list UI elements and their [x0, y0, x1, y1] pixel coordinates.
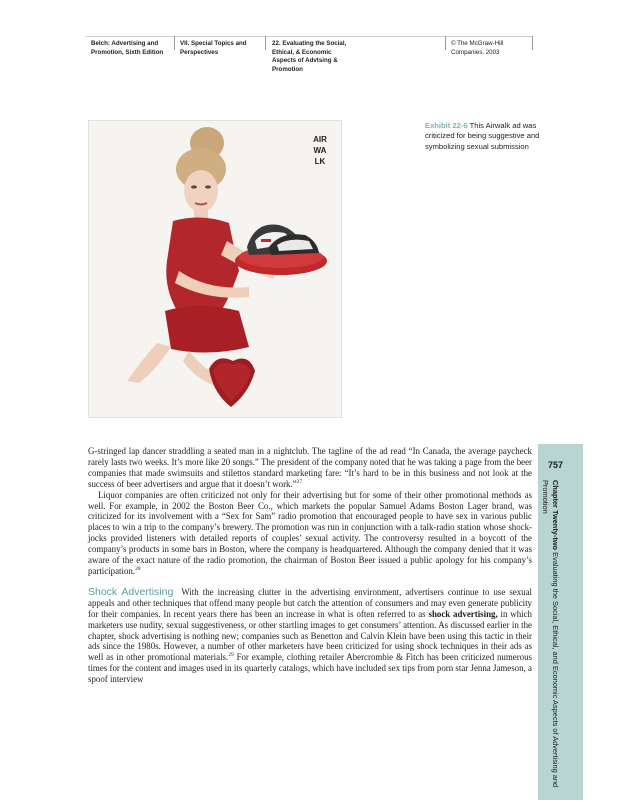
header-divider — [265, 36, 266, 50]
caption-text: This Airwalk ad was criticized for being suggestive and symbolizing sexual submission — [425, 121, 540, 151]
ad-illustration — [89, 121, 341, 417]
figure-caption — [425, 121, 545, 152]
header-line: Perspectives — [180, 48, 219, 56]
section-heading: Shock Advertising — [88, 585, 174, 598]
header-line: © The McGraw-Hill — [451, 40, 504, 47]
header-rule — [86, 36, 532, 37]
header-chapter — [272, 40, 368, 74]
header-part — [180, 40, 262, 57]
airwalk-logo: AIRWALK — [313, 135, 327, 166]
paragraph-text: G-stringed lap dancer straddling a seated man in a nightclub. The tagline of the ad read “In Canada, the average paycheck rarely lasts two weeks. It’s more like 20 songs.” The president of the company noted that he was taking a page from the beer companies that made swimsuits and stilettos standard marketing fare: “It’s hard to be in this business and not look at the success of beer advertisers and argue that it doesn’t work.” — [88, 446, 532, 489]
running-chapter-title — [541, 480, 560, 810]
header-divider — [445, 36, 446, 50]
page-number: 757 — [548, 460, 564, 470]
header-line: Belch: Advertising and — [91, 40, 159, 47]
header-divider — [532, 36, 533, 50]
footnote-ref: 27 — [296, 478, 303, 485]
paragraph — [88, 446, 532, 490]
key-term: shock advertising, — [428, 608, 498, 619]
chapter-title: Evaluating the Social, Ethical, and Economic Aspects of Advertising and Promotion — [541, 480, 560, 788]
header-line: Aspects of Advtsing & — [272, 57, 338, 65]
exhibit-label: Exhibit 22-6 — [425, 121, 468, 130]
footnote-ref: 28 — [135, 566, 141, 572]
header-line: Promotion, Sixth Edition — [91, 48, 164, 56]
header-copyright — [451, 40, 531, 57]
header-line: Companies, 2003 — [451, 48, 500, 56]
airwalk-ad-image — [88, 120, 342, 418]
paragraph-text: With the increasing clutter in the advertising environment, advertisers continue to use sexual appeals and other techniques that offend many people but catch the attention of consumers and may even generate publicity for their companies. In recent years there has been an increase in what is often referred to as — [88, 586, 532, 619]
paragraph-text: Liquor companies are often criticized not only for their advertising but for some of their other promotional methods as well. For example, in 2002 the Boston Beer Co., which markets the popular Samuel Adams Boston Lager brand, was criticized for its involvement with a “Sex for Sam” radio promotion that encouraged people to have sex in various public places to win a trip to the company’s brewery. The promotion was run in conjunction with a talk-radio station whose shock-jocks provided listeners with detailed reports of couples’ sexual activity. The controversy resulted in a boycott of the company’s products in some bars in Boston, where the company is headquartered. Although the company denied that it was aware of the exact nature of the radio promotion, the chairman of Boston Beer issued a public apology for his company’s participation. — [88, 489, 532, 576]
header-line: Promotion — [272, 65, 303, 73]
paragraph — [88, 490, 532, 577]
paragraph-text: in which marketers use nudity, sexual suggestiveness, or other startling images to get consumers’ attention. As discussed earlier in the chapter, shock advertising is nothing new; companies such as Benetton and Calvin Klein have been using this tactic in their ads since the 1980s. However, a number of other marketers have been criticized for using shock techniques in their ads as well as in other promotional materials. — [88, 608, 532, 663]
paragraph — [88, 587, 532, 685]
header-line: 22. Evaluating the Social, — [272, 40, 347, 47]
footnote-ref: 29 — [228, 652, 234, 659]
paragraph-text: For example, clothing retailer Abercrombie & Fitch has been criticized numerous times for the content and images used in its quarterly catalogs, which have included sex tips from porn star Jenna Jameson, a spoof interview — [88, 652, 532, 685]
body-text — [88, 446, 532, 685]
header-divider — [174, 36, 175, 50]
header-line: VII. Special Topics and — [180, 40, 247, 47]
chapter-label: Chapter Twenty-two — [551, 480, 560, 551]
header-line: Ethical, & Economic — [272, 48, 332, 56]
header-book-title — [91, 40, 169, 57]
